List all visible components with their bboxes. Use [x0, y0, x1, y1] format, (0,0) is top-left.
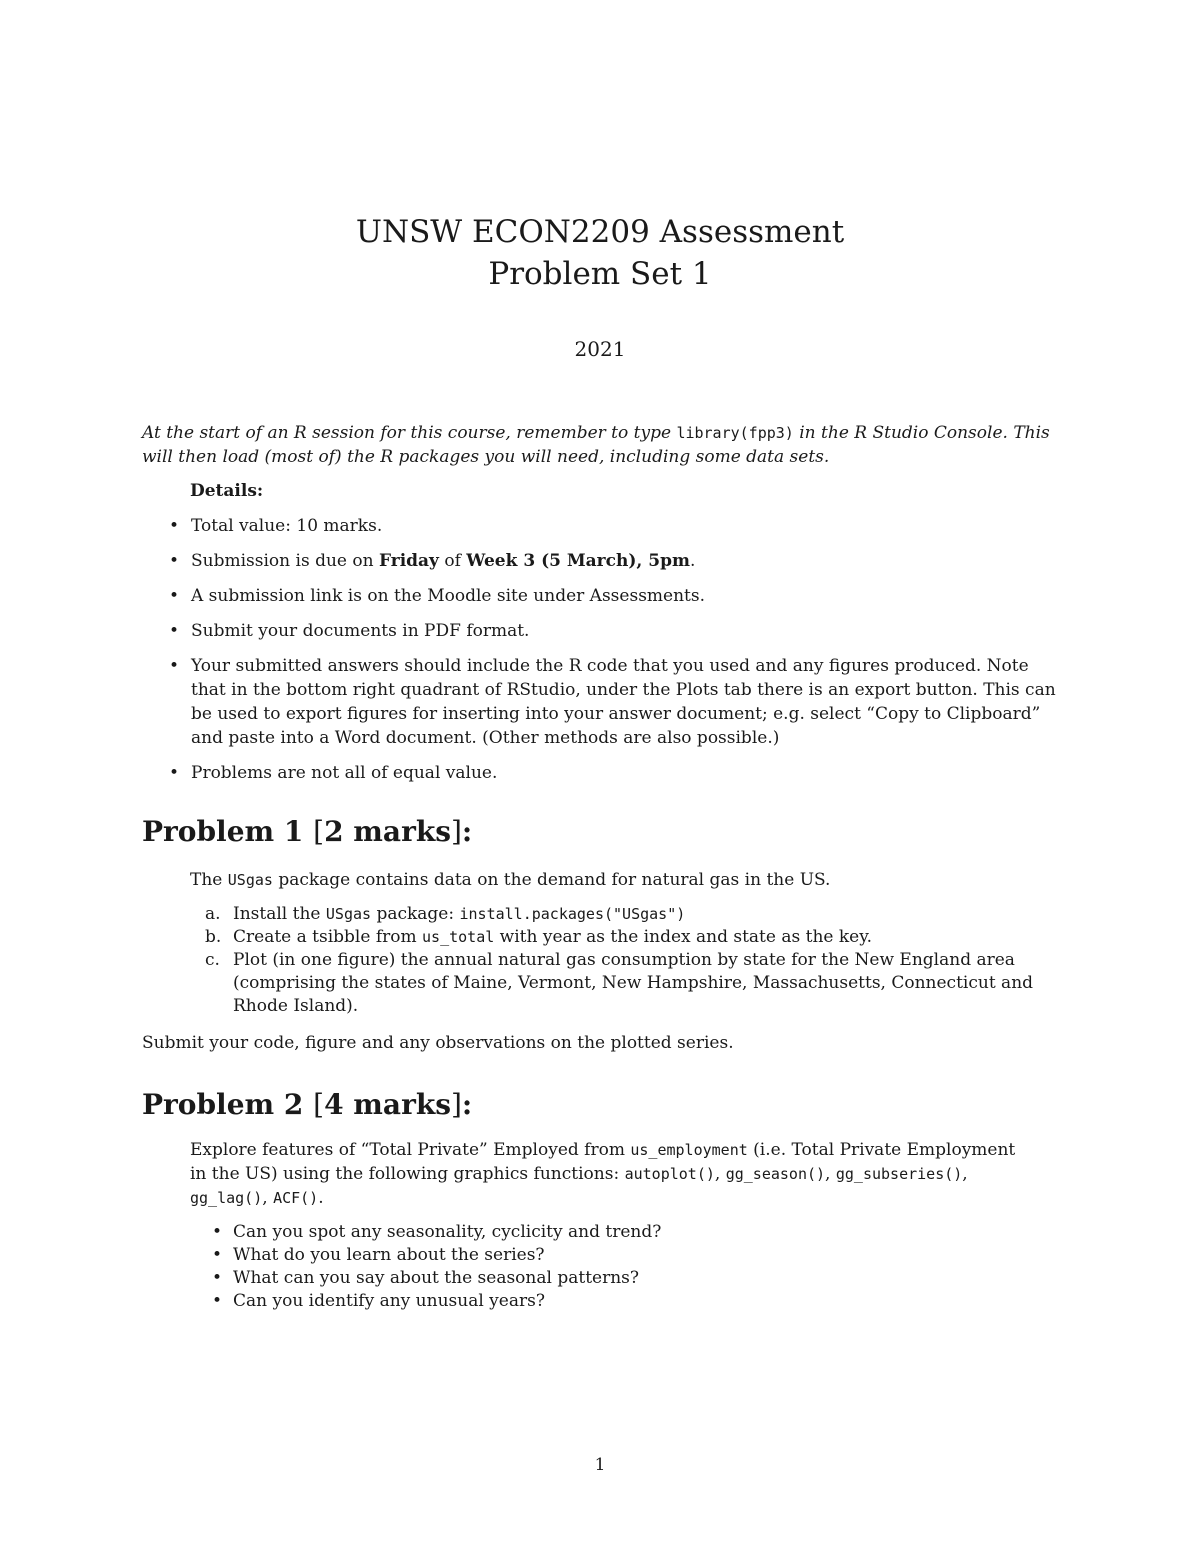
inline-code: library(fpp3): [676, 424, 794, 442]
problem-1-steps: [205, 903, 1065, 1018]
document-year: 2021: [574, 337, 626, 361]
details-list: [166, 514, 1066, 796]
list-item: c. Plot (in one figure) the annual natural gas consumption by state for the New England area (comprising the states of Maine, Vermont, New Hampshire, Massachusetts, Connecticut and Rhode Island).: [205, 950, 1034, 1016]
document-title: UNSW ECON2209 Assessment: [355, 214, 845, 250]
inline-code: us_employment: [630, 1141, 748, 1159]
list-item: • A submission link is on the Moodle site under Assessments.: [166, 584, 1066, 608]
list-item: • Problems are not all of equal value.: [166, 761, 1066, 785]
list-item: • Submission is due on Friday of Week 3 (5 March), 5pm.: [166, 549, 1066, 573]
list-item: • Can you identify any unusual years?: [212, 1290, 1052, 1313]
list-item: b. Create a tsibble from us_total with year as the index and state as the key.: [205, 927, 872, 947]
page-number: 1: [594, 1455, 606, 1475]
list-item: • What can you say about the seasonal patterns?: [212, 1267, 1052, 1290]
list-item: • Total value: 10 marks.: [166, 514, 1066, 538]
problem-1-heading: Problem 1 [2 marks]:: [142, 815, 473, 848]
problem-2-intro: Explore features of “Total Private” Employed from us_employment (i.e. Total Private Employment in the US) using the following graphics functions: autoplot(), gg_season(), gg_subseries(), gg_lag(), ACF().: [190, 1140, 1016, 1208]
inline-code: USgas: [227, 871, 273, 889]
list-item: • Can you spot any seasonality, cyclicity and trend?: [212, 1221, 1052, 1244]
problem-1-intro: The USgas package contains data on the demand for natural gas in the US.: [190, 870, 831, 890]
problem-2-heading: Problem 2 [4 marks]:: [142, 1088, 473, 1121]
list-item: a. Install the USgas package: install.packages("USgas"): [205, 904, 686, 924]
problem-1-submit-note: Submit your code, figure and any observations on the plotted series.: [142, 1033, 734, 1053]
list-item: • Your submitted answers should include the R code that you used and any figures produced. Note that in the bottom right quadrant of RStudio, under the Plots tab there is an export button. This can be used to export figures for inserting into your answer document; e.g. select “Copy to Clipboard” and paste into a Word document. (Other methods are also possible.): [166, 654, 1066, 750]
list-item: • Submit your documents in PDF format.: [166, 619, 1066, 643]
intro-paragraph: At the start of an R session for this course, remember to type library(fpp3) in the R Studio Console. This will then load (most of) the R packages you will need, including some data sets.: [142, 423, 1050, 467]
details-heading: Details:: [190, 481, 264, 501]
document-subtitle: Problem Set 1: [488, 256, 712, 292]
problem-2-questions: [212, 1221, 1052, 1313]
list-item: • What do you learn about the series?: [212, 1244, 1052, 1267]
